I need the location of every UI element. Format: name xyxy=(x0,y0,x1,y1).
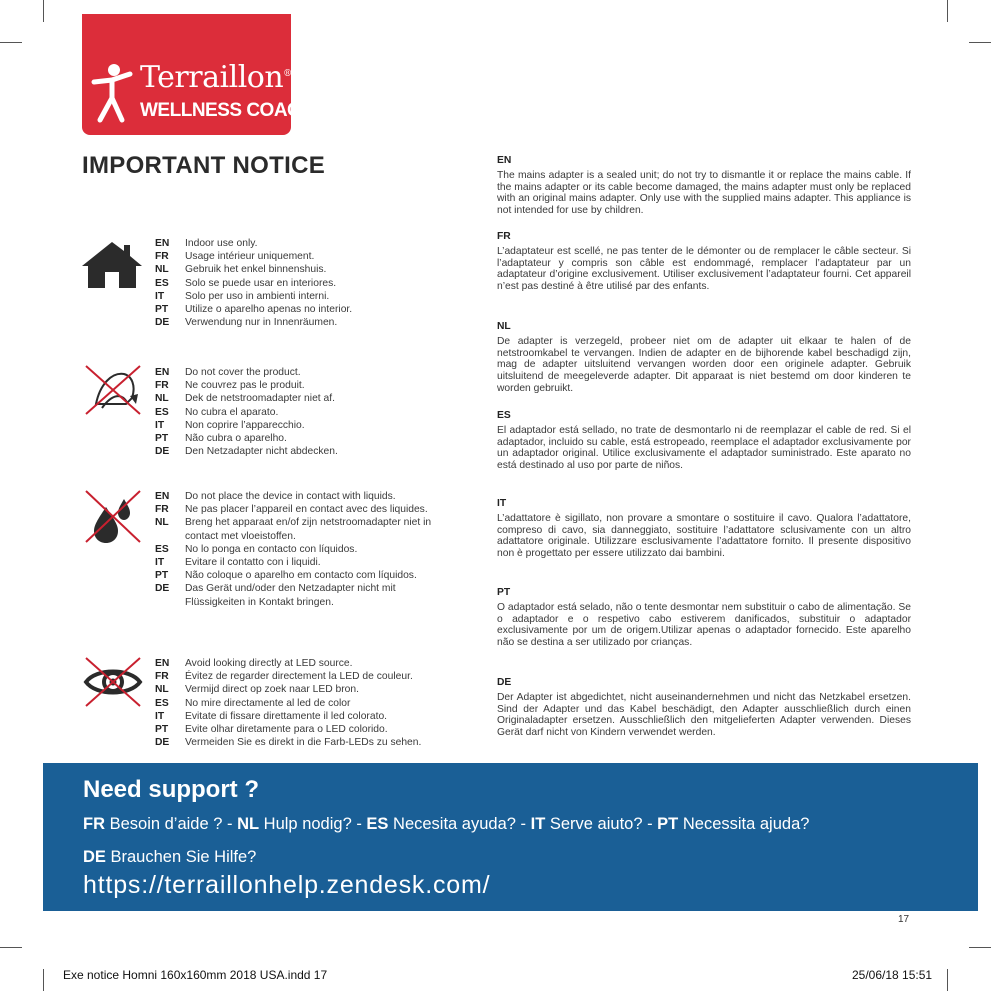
eye-crossed-icon xyxy=(82,656,144,708)
support-heading: Need support ? xyxy=(83,776,260,803)
adapter-section-de: DE Der Adapter ist abgedichtet, nicht auseinandernehmen und nicht das Netzkabel ersetzen. Sind der Adapter und das Kabel beschädigt, den Adapter ausschließlich durch einen Originaladapter ersetzen. Ausschließlich den mitgelieferten Adapter verwenden. Dieses Gerät darf nicht von Kindern verwendet werden. xyxy=(497,677,911,739)
notice-line: FR Ne pas placer l’appareil en contact avec des liquides. xyxy=(155,504,428,516)
adapter-section-pt: PT O adaptador está selado, não o tente desmontar nem substituir o cabo de alimentação. Se o adaptador e o respetivo cabo estiverem danificados, substituir o adaptador exclusivamente por um de origem.Utilizar apenas o adaptador fornecido. Este aparelho não se destina a ser utilizado por crianças. xyxy=(497,587,911,649)
notice-line: PT Evite olhar diretamente para o LED colorido. xyxy=(155,724,388,736)
notice-line: EN Indoor use only. xyxy=(155,238,258,249)
brand-name: Terraillon® xyxy=(140,60,292,95)
support-german: DE Brauchen Sie Hilfe? xyxy=(83,848,257,866)
crop-mark xyxy=(0,947,22,948)
crop-mark xyxy=(0,42,22,43)
adapter-section-es: ES El adaptador está sellado, no trate de desmontarlo ni de reemplazar el cable de red. Si el adaptador, incluido su cable, está estropeado, reemplace el adaptador exclusivamente por un adaptador original. Utilice exclusivamente el adaptador suministrado. Este aparato no está destinado al uso por parte de niños. xyxy=(497,410,911,472)
notice-indoor xyxy=(155,237,455,329)
support-banner xyxy=(43,763,978,911)
crop-mark xyxy=(969,42,991,43)
house-icon xyxy=(80,240,144,290)
slug-filename: Exe notice Homni 160x160mm 2018 USA.indd 17 xyxy=(63,968,328,982)
notice-line: IT Non coprire l’apparecchio. xyxy=(155,419,305,431)
support-languages: FR Besoin d’aide ? - NL Hulp nodig? - ES Necesita ayuda? - IT Serve aiuto? - PT Necessita ajuda? xyxy=(83,815,810,833)
adapter-section-en: EN The mains adapter is a sealed unit; do not try to dismantle it or replace the mains cable. If the mains adapter or its cable become damaged, the mains adapter must only be replaced with an original mains adapter. Only use with the supplied mains adapter. This appliance is not intended for use by children. xyxy=(497,155,911,217)
notice-line: FR Ne couvrez pas le produit. xyxy=(155,380,305,392)
notice-line: IT Evitate di fissare direttamente il led colorato. xyxy=(155,710,388,722)
notice-line: DE Vermeiden Sie es direkt in die Farb-LEDs zu sehen. xyxy=(155,737,422,749)
crop-mark xyxy=(947,0,948,22)
notice-line: IT Solo per uso in ambienti interni. xyxy=(155,290,330,302)
crop-mark xyxy=(969,947,991,948)
running-figure-icon xyxy=(90,62,136,124)
adapter-section-fr: FR L’adaptateur est scellé, ne pas tenter de le démonter ou de remplacer le câble secteur. Si l’adaptateur y compris son câble est endommagé, remplacer l’adaptateur par un adaptateur d’origine exclusivement. Utiliser exclusivement l’adaptateur fourni. Cet appareil n’est pas destiné à être utilisé par des enfants. xyxy=(497,231,911,293)
notice-line: ES No lo ponga en contacto con líquidos. xyxy=(155,543,358,555)
crop-mark xyxy=(43,969,44,991)
liquid-crossed-icon xyxy=(82,489,144,544)
notice-cover xyxy=(155,366,455,458)
notice-line: DE Den Netzadapter nicht abdecken. xyxy=(155,446,338,458)
crop-mark xyxy=(43,0,44,22)
notice-line: EN Do not place the device in contact with liquids. xyxy=(155,491,396,502)
notice-line: DE Verwendung nur in Innenräumen. xyxy=(155,317,338,329)
brand-tagline: WELLNESS COACH xyxy=(140,100,314,121)
terraillon-logo xyxy=(82,14,314,135)
notice-line: ES No cubra el aparato. xyxy=(155,406,279,418)
notice-line: PT Utilize o aparelho apenas no interior. xyxy=(155,304,353,316)
adapter-section-it: IT L’adattatore è sigillato, non provare a smontare o sostituire il cavo. Qualora l’adattatore, compreso di cavo, sia danneggiato, sostituire l’adattatore sclusivamente con un altro adattatore originale. Utilizzare esclusivamente l’adattatore fornito. Il presente dispositivo non è progettato per essere utilizzato dai bambini. xyxy=(497,498,911,560)
notice-line: NL Vermijd direct op zoek naar LED bron. xyxy=(155,684,359,696)
support-url-link[interactable]: https://terraillonhelp.zendesk.com/ xyxy=(83,871,491,899)
adapter-section-nl: NL De adapter is verzegeld, probeer niet om de adapter uit elkaar te halen of de netstroomkabel te vervangen. Indien de adapter en de bijhorende kabel beschadigd zijn, mag de adapter uitsluitend vervangen worden door een originele adapter. Gebruik uitsluitend de meegeleverde adapter. Dit apparaat is niet bestemd om door kinderen te worden gebruikt. xyxy=(497,321,911,394)
notice-line: NL Gebruik het enkel binnenshuis. xyxy=(155,264,327,276)
notice-liquids xyxy=(155,490,455,609)
notice-line: EN Do not cover the product. xyxy=(155,367,301,378)
page-number: 17 xyxy=(898,914,910,925)
notice-line: FR Usage intérieur uniquement. xyxy=(155,251,315,263)
notice-line: PT Não coloque o aparelho em contacto com líquidos. xyxy=(155,570,417,582)
notice-line: DE Das Gerät und/oder den Netzadapter nicht mit Flüssigkeiten in Kontakt bringen. xyxy=(155,583,396,608)
notice-line: ES Solo se puede usar en interiores. xyxy=(155,277,337,289)
crop-mark xyxy=(947,969,948,991)
notice-line: PT Não cubra o aparelho. xyxy=(155,433,287,445)
notice-line: NL Breng het apparaat en/of zijn netstroomadapter niet in contact met vloeistoffen. xyxy=(155,517,432,542)
notice-line: NL Dek de netstroomadapter niet af. xyxy=(155,393,335,405)
notice-led xyxy=(155,657,455,749)
covered-adapter-crossed-icon xyxy=(82,364,144,416)
page-title: IMPORTANT NOTICE xyxy=(82,152,326,179)
notice-line: FR Évitez de regarder directement la LED de couleur. xyxy=(155,671,413,683)
notice-line: EN Avoid looking directly at LED source. xyxy=(155,658,353,669)
notice-line: IT Evitare il contatto con i liquidi. xyxy=(155,557,321,569)
notice-line: ES No mire directamente al led de color xyxy=(155,697,351,709)
slug-date: 25/06/18 15:51 xyxy=(852,968,933,982)
